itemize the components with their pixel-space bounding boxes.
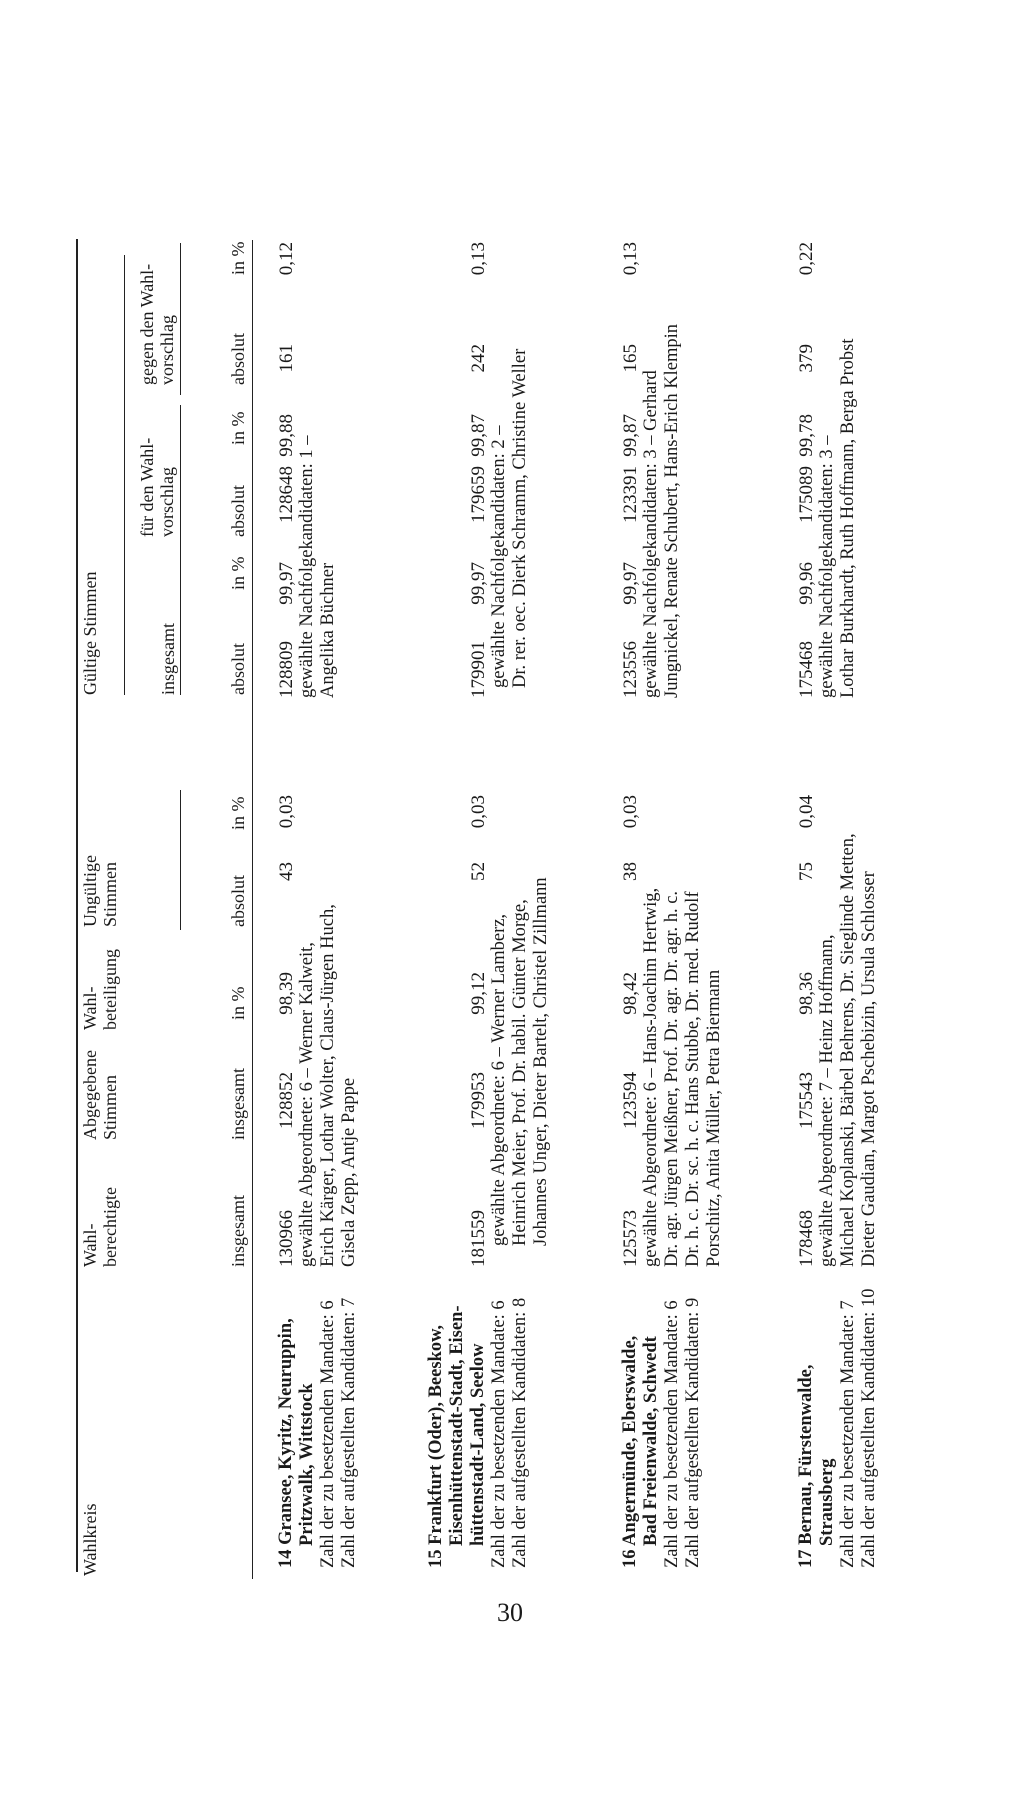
district-14-ungueltig-pct: 0,03	[276, 795, 297, 829]
district-15-fuer-pct: 99,87	[468, 414, 489, 457]
district-14-nachfolger-line-1: gewählte Nachfolgekandidaten: 1 –	[297, 435, 317, 698]
district-17-gueltig-abs: 175468	[796, 641, 817, 698]
district-14-beteiligung: 98,39	[276, 972, 297, 1015]
district-15-gegen-abs: 242	[468, 344, 489, 373]
district-15-abgeordnete-line-3: Johannes Unger, Dieter Bartelt, Christel Zillmann	[531, 877, 551, 1246]
district-15-ungueltig-pct: 0,03	[468, 795, 489, 829]
rotated-table-page	[0, 120, 1024, 1820]
district-15-abgeordnete	[489, 877, 552, 1246]
district-14-fuer-pct: 99,88	[276, 414, 297, 457]
header-abgegebene-line-1: Abgegebene	[80, 1050, 100, 1140]
district-14-gegen-pct: 0,12	[276, 242, 297, 276]
rule-under-fuer	[180, 405, 181, 555]
header-gegen-line-1: gegen den Wahl-	[137, 263, 157, 385]
district-17-abgeordnete-line-1: gewählte Abgeordnete: 7 – Heinz Hoffmann,	[817, 934, 837, 1267]
district-14-mandate: Zahl der zu besetzenden Mandate: 6	[318, 1300, 338, 1568]
district-16-title	[620, 1298, 704, 1568]
district-17-abgeordnete-line-3: Dieter Gaudian, Margot Pschebizin, Ursula Schlosser	[859, 871, 879, 1267]
header-wahlberechtigte-line-1: Wahl-	[80, 1223, 100, 1267]
header-abgegebene	[80, 1050, 120, 1140]
header-wahlbeteiligung	[80, 949, 120, 1030]
header-wahlbeteiligung-line-1: Wahl-	[80, 986, 100, 1030]
district-16-nachfolger-line-2: Jungnickel, Renate Schubert, Hans-Erich Klempin	[662, 323, 682, 698]
header-ungueltige	[80, 855, 120, 927]
header-wahlbeteiligung-line-2: beteiligung	[100, 949, 120, 1030]
district-15-fuer-abs: 179659	[468, 466, 489, 523]
district-16-gueltig-pct: 99,97	[620, 562, 641, 605]
district-14-abgeordnete-line-2: Erich Kärger, Lothar Wolter, Claus-Jürgen Huch,	[318, 904, 338, 1267]
district-14-title-line-1: 14 Gransee, Kyritz, Neuruppin,	[276, 1318, 296, 1568]
district-15-beteiligung: 99,12	[468, 972, 489, 1015]
district-15-nachfolger-line-2: Dr. rer. oec. Dierk Schramm, Christine Weller	[510, 348, 530, 688]
district-16-ungueltig-abs: 38	[620, 862, 641, 881]
district-17-fuer-abs: 175089	[796, 466, 817, 523]
rule-top	[76, 239, 78, 1572]
rule-under-ungueltige	[180, 790, 181, 930]
district-17-fuer-pct: 99,78	[796, 414, 817, 457]
district-15-gueltig-pct: 99,97	[468, 562, 489, 605]
sub-in-pct-4: in %	[228, 411, 248, 445]
header-wahlkreis: Wahlkreis	[80, 1503, 100, 1576]
district-14-ungueltig-abs: 43	[276, 862, 297, 881]
sub-in-pct-5: in %	[228, 241, 248, 275]
district-16-abgeordnete-line-1: gewählte Abgeordnete: 6 – Hans-Joachim Hertwig,	[641, 887, 661, 1267]
district-16-abgeordnete-line-3: Dr. h. c. Dr. sc. h. c. Hans Stubbe, Dr. med. Rudolf	[683, 891, 703, 1267]
district-16-abgeordnete	[641, 888, 725, 1267]
district-15-abgeordnete-line-2: Heinrich Meier, Prof. Dr. habil. Günter Morge,	[510, 899, 530, 1246]
district-16-nachfolger	[641, 324, 683, 698]
header-fuer-line-1: für den Wahl-	[137, 437, 157, 537]
header-fuer-line-2: vorschlag	[157, 467, 177, 537]
district-17-mandate: Zahl der zu besetzenden Mandate: 7	[838, 1300, 858, 1568]
district-17-nachfolger-line-2: Lothar Burkhardt, Ruth Hoffmann, Berga Probst	[838, 338, 858, 698]
district-14-fuer-abs: 128648	[276, 466, 297, 523]
district-17-ungueltig-abs: 75	[796, 862, 817, 881]
district-16-abgegeben: 123594	[620, 1072, 641, 1129]
sub-insgesamt-1: insgesamt	[228, 1195, 248, 1267]
sub-absolut-2: absolut	[228, 643, 248, 695]
district-17-gegen-pct: 0,22	[796, 242, 817, 276]
header-insgesamt-group: insgesamt	[158, 623, 178, 695]
district-16-gegen-abs: 165	[620, 344, 641, 373]
header-ungueltige-line-2: Stimmen	[100, 861, 120, 927]
sub-in-pct-1: in %	[228, 986, 248, 1020]
district-15-mandate: Zahl der zu besetzenden Mandate: 6	[489, 1300, 509, 1568]
header-wahlberechtigte-line-2: berechtigte	[100, 1187, 120, 1267]
district-17-ungueltig-pct: 0,04	[796, 795, 817, 829]
sub-in-pct-3: in %	[228, 556, 248, 590]
district-17-title-line-1: 17 Bernau, Fürstenwalde,	[796, 1364, 816, 1568]
district-17-title	[796, 1289, 880, 1568]
district-17-title-line-2: Strausberg	[817, 1458, 837, 1546]
district-16-beteiligung: 98,42	[620, 972, 641, 1015]
district-15-gueltig-abs: 179901	[468, 641, 489, 698]
header-gegen-line-2: vorschlag	[157, 315, 177, 385]
sub-absolut-1: absolut	[228, 875, 248, 927]
district-15-title	[426, 1298, 531, 1568]
district-16-nachfolger-line-1: gewählte Nachfolgekandidaten: 3 – Gerhard	[641, 370, 661, 698]
district-16-abgeordnete-line-2: Dr. agr. Jürgen Meißner, Prof. Dr. agr. Dr. agr. h. c.	[662, 890, 682, 1267]
header-gueltige: Gültige Stimmen	[80, 571, 100, 695]
district-17-gueltig-pct: 99,96	[796, 562, 817, 605]
district-16-fuer-pct: 99,87	[620, 414, 641, 457]
district-16-ungueltig-pct: 0,03	[620, 795, 641, 829]
rule-under-insgesamt	[180, 555, 181, 695]
district-17-abgeordnete	[817, 833, 880, 1267]
district-14-wahlberechtigte: 130966	[276, 1210, 297, 1267]
district-15-gegen-pct: 0,13	[468, 242, 489, 276]
district-17-beteiligung: 98,36	[796, 972, 817, 1015]
header-abgegebene-line-2: Stimmen	[100, 1074, 120, 1140]
district-14-title-line-2: Pritzwalk, Wittstock	[297, 1383, 317, 1546]
district-14-abgeordnete-line-3: Gisela Zepp, Antje Pappe	[339, 1077, 359, 1267]
district-16-kandidaten: Zahl der aufgestellten Kandidaten: 9	[683, 1297, 703, 1568]
district-17-abgeordnete-line-2: Michael Koplanski, Bärbel Behrens, Dr. Sieglinde Metten,	[838, 833, 858, 1267]
district-14-title	[276, 1298, 360, 1568]
header-gegen	[137, 264, 177, 385]
header-ungueltige-line-1: Ungültige	[80, 855, 100, 927]
district-16-mandate: Zahl der zu besetzenden Mandate: 6	[662, 1300, 682, 1568]
sub-absolut-4: absolut	[228, 333, 248, 385]
district-14-abgeordnete-line-1: gewählte Abgeordnete: 6 – Werner Kalweit,	[297, 942, 317, 1267]
district-15-nachfolger	[489, 349, 531, 688]
district-14-nachfolger-line-2: Angelika Büchner	[318, 562, 338, 698]
rule-header-bottom	[252, 240, 253, 1570]
district-16-wahlberechtigte: 125573	[620, 1210, 641, 1267]
district-15-title-line-3: hüttenstadt-Land, Seelow	[468, 1343, 488, 1546]
sub-in-pct-2: in %	[228, 796, 248, 830]
district-14-gegen-abs: 161	[276, 344, 297, 373]
district-14-gueltig-pct: 99,97	[276, 562, 297, 605]
district-15-abgegeben: 179953	[468, 1072, 489, 1129]
district-16-fuer-abs: 123391	[620, 466, 641, 523]
district-14-kandidaten: Zahl der aufgestellten Kandidaten: 7	[339, 1297, 359, 1568]
header-fuer	[137, 438, 177, 537]
district-17-nachfolger	[817, 338, 859, 698]
sub-absolut-3: absolut	[228, 485, 248, 537]
district-15-nachfolger-line-1: gewählte Nachfolgekandidaten: 2 –	[489, 425, 509, 688]
rule-under-gegen	[180, 243, 181, 395]
district-17-wahlberechtigte: 178468	[796, 1210, 817, 1267]
district-15-title-line-1: 15 Frankfurt (Oder), Beeskow,	[426, 1324, 446, 1568]
district-16-gueltig-abs: 123556	[620, 641, 641, 698]
district-17-abgegeben: 175543	[796, 1072, 817, 1129]
page-number: 30	[497, 1598, 523, 1627]
district-15-ungueltig-abs: 52	[468, 862, 489, 881]
district-16-title-line-1: 16 Angermünde, Eberswalde,	[620, 1335, 640, 1568]
district-17-kandidaten: Zahl der aufgestellten Kandidaten: 10	[859, 1288, 879, 1568]
district-17-nachfolger-line-1: gewählte Nachfolgekandidaten: 3 –	[817, 435, 837, 698]
district-16-gegen-pct: 0,13	[620, 242, 641, 276]
header-wahlberechtigte	[80, 1187, 120, 1267]
district-14-gueltig-abs: 128809	[276, 641, 297, 698]
district-15-kandidaten: Zahl der aufgestellten Kandidaten: 8	[510, 1297, 530, 1568]
district-14-abgegeben: 128852	[276, 1072, 297, 1129]
district-16-title-line-2: Bad Freienwalde, Schwedt	[641, 1336, 661, 1546]
district-15-abgeordnete-line-1: gewählte Abgeordnete: 6 – Werner Lamberz,	[489, 913, 509, 1246]
district-16-abgeordnete-line-4: Porschitz, Anita Müller, Petra Biermann	[704, 969, 724, 1267]
district-14-abgeordnete	[297, 904, 360, 1267]
district-15-title-line-2: Eisenhüttenstadt-Stadt, Eisen-	[447, 1305, 467, 1546]
district-14-nachfolger	[297, 436, 339, 699]
rule-under-gueltige	[124, 255, 125, 695]
district-15-wahlberechtigte: 181559	[468, 1210, 489, 1267]
sub-insgesamt-2: insgesamt	[228, 1068, 248, 1140]
district-17-gegen-abs: 379	[796, 344, 817, 373]
